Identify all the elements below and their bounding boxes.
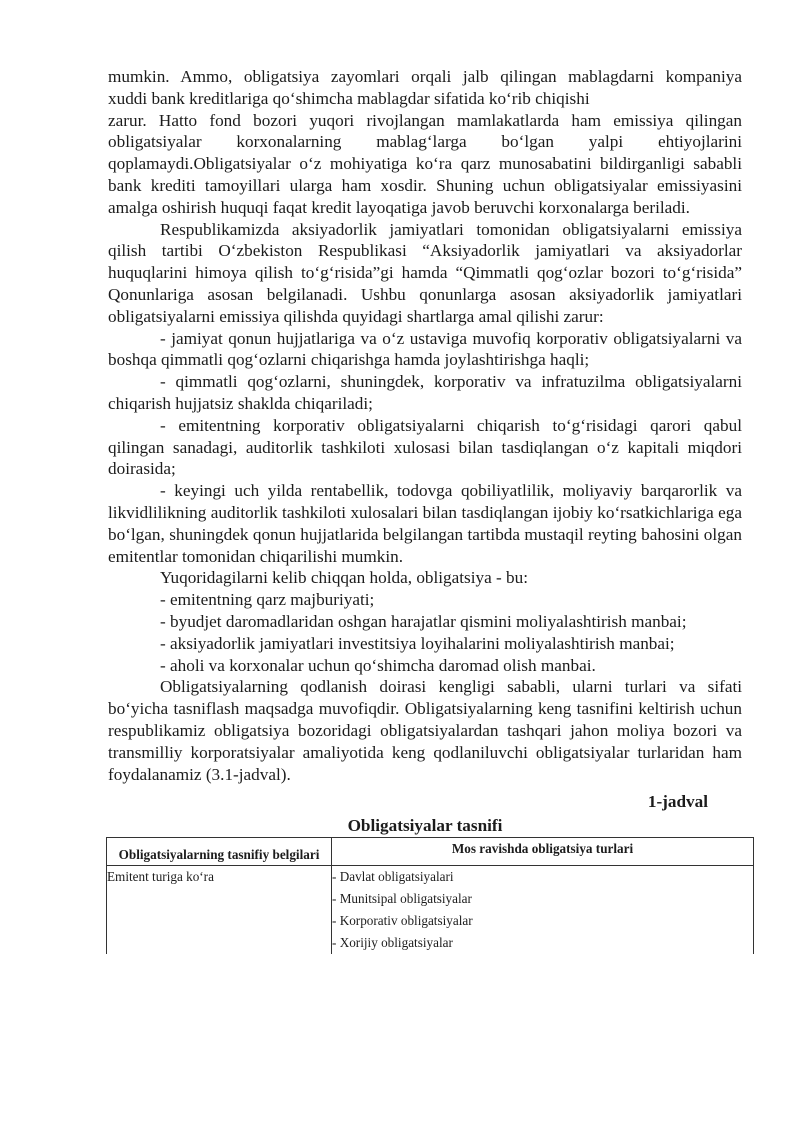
paragraph-1-line-1: mumkin. Ammo, obligatsiya zayomlari orqali jalb qilingan mablagdarni kompaniya	[108, 67, 742, 86]
definition-item-3: - aksiyadorlik jamiyatlari investitsiya loyihalarini moliyalashtirish manbai;	[160, 633, 675, 653]
bond-type-item: - Xorijiy obligatsiyalar	[332, 934, 453, 950]
condition-2: - qimmatli qog‘ozlarni, shuningdek, korporativ va infratuzilma obligatsiyalarni chiqarish hujjatsiz shaklda chiqariladi;	[108, 372, 742, 413]
definition-item-1: - emitentning qarz majburiyati;	[160, 590, 375, 610]
table-row	[107, 865, 754, 954]
table-cell-criterion: Emitent turiga ko‘ra	[107, 865, 332, 954]
table-header-types: Mos ravishda obligatsiya turlari	[332, 837, 754, 865]
condition-3: - emitentning korporativ obligatsiyalarni chiqarish to‘g‘risidagi qarori qabul qilingan sanadagi, auditorlik tashkiloti xulosasi bilan tasdiqlangan o‘z kapitali miqdori doirasida;	[108, 415, 742, 479]
definition-item-2: - byudjet daromadlaridan oshgan harajatlar qismini moliyalashtirish manbai;	[160, 611, 687, 631]
paragraph-1-line-2: xuddi bank kreditlariga qo‘shimcha mablagdar sifatida ko‘rib chiqishi	[108, 88, 590, 108]
table-cell-types	[332, 865, 754, 954]
table-number: 1-jadval	[647, 792, 708, 812]
paragraph-1-rest: zarur. Hatto fond bozori yuqori rivojlangan mamlakatlarda ham emissiya qilingan obligatsiyalar korxonalarning mablag‘larga bo‘lgan yalpi ehtiyojlarini qoplamaydi.Obligatsiyalar o‘z mohiyatiga ko‘ra qarz munosabatini bildirganligi sababli bank krediti tamoyillari ularga ham xosdir. Shuning uchun obligatsiyalar emissiyasini amalga oshirish huquqi faqat kredit layoqatiga javob beruvchi korxonalarga beriladi.	[108, 110, 742, 217]
condition-4: - keyingi uch yilda rentabellik, todovga qobiliyatlilik, moliyaviy barqarorlik va likvidlilikning auditorlik tashkiloti xulosalari bilan tasdiqlangan ijobiy ko‘rsatkichlariga ega bo‘lgan, shuningdek qonun hujjatlarida belgilangan tartibda mustaqil reyting bahosini olgan emitentlar tomonidan chiqarilishi mumkin.	[108, 481, 742, 566]
condition-1: - jamiyat qonun hujjatlariga va o‘z ustaviga muvofiq korporativ obligatsiyalarni va boshqa qimmatli qog‘ozlarni chiqarishga hamda joylashtirishga haqli;	[108, 328, 742, 370]
table-title: Obligatsiyalar tasnifi	[347, 816, 503, 836]
bond-type-item: - Korporativ obligatsiyalar	[332, 912, 473, 928]
table-header-criteria: Obligatsiyalarning tasnifiy belgilari	[107, 837, 332, 865]
table-header-row	[107, 837, 754, 865]
paragraph-3: Yuqoridagilarni kelib chiqqan holda, obligatsiya - bu:	[160, 568, 529, 588]
document-page	[108, 66, 742, 954]
bond-type-item: - Munitsipal obligatsiyalar	[332, 890, 472, 906]
paragraph-4: Obligatsiyalarning qodlanish doirasi kengligi sababli, ularni turlari va sifati bo‘yicha tasniflash maqsadga muvofiqdir. Obligatsiyalarning keng tasnifini keltirish uchun respublikamiz obligatsiya bozoridagi obligatsiyalardan tashqari jahon moliya bozori va transmilliy korporatsiyalar amaliyotida keng qodlaniluvchi obligatsiyalar turlaridan ham foydalanamiz (3.1-jadval).	[108, 677, 742, 784]
paragraph-2: Respublikamizda aksiyadorlik jamiyatlari tomonidan obligatsiyalarni emissiya qilish tartibi O‘zbekiston Respublikasi “Aksiyadorlik jamiyatlari va aksiyadorlar huquqlarini himoya qilish to‘g‘risida”gi hamda “Qimmatli qog‘ozlar bozori to‘g‘risida” Qonunlariga asosan belgilanadi. Ushbu qonunlarga asosan aksiyadorlik jamiyatlari obligatsiyalarni emissiya qilishda quyidagi shartlarga amal qilishi zarur:	[108, 219, 742, 326]
classification-table	[106, 837, 754, 954]
definition-item-4: - aholi va korxonalar uchun qo‘shimcha daromad olish manbai.	[160, 655, 596, 675]
bond-type-item: - Davlat obligatsiyalari	[332, 868, 454, 884]
